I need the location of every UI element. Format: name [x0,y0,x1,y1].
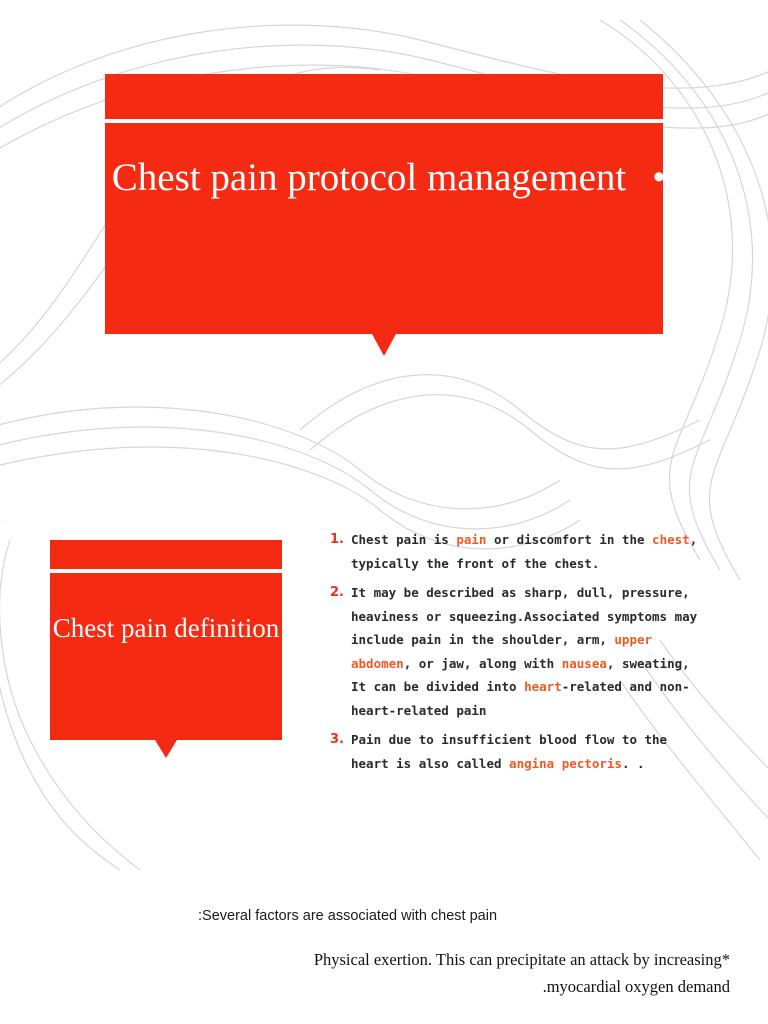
highlighted-term[interactable]: pain [456,532,487,547]
highlighted-term[interactable]: nausea [561,655,607,671]
title-bullet: • [653,158,665,196]
definition-callout-pointer [155,740,177,758]
highlighted-term[interactable]: heart [524,679,562,694]
title-callout-box [105,74,663,334]
highlighted-term[interactable]: angina pectoris [509,755,622,771]
list-item-text: or discomfort in the [486,532,653,547]
title-callout-pointer [372,334,396,356]
list-item-text: -related and non-heart-related pain [351,679,690,718]
list-item-text: It may be described as sharp, dull, pressure, heaviness or squeezing.Associated symptoms may include pain in the shoulder, arm, [351,585,698,647]
list-item-text: , or jaw, along with [403,655,562,671]
definition-box-title: Chest pain definition [52,613,280,643]
highlighted-term[interactable]: upper abdomen [351,632,653,671]
factor-line-1: Physical exertion. This can precipitate an attack by increasing* [313,950,730,969]
list-item-number: 3. [330,732,344,747]
list-item-text: Chest pain is [351,532,457,547]
factors-heading: :Several factors are associated with chest pain [198,908,498,924]
list-item-text: , sweating, It can be divided into [351,655,690,694]
list-item-text: , typically the front of the chest. [351,532,698,571]
definition-box-stripe [50,569,282,573]
list-item [318,528,708,575]
title-box-stripe [105,119,663,123]
list-item [318,581,708,722]
list-item-number: 1. [330,532,344,547]
definition-list [318,528,708,781]
list-item [318,728,708,775]
definition-callout-box [50,540,282,740]
list-item-text: . . [621,755,645,771]
factor-line-2: .myocardial oxygen demand [542,977,730,996]
highlighted-term[interactable]: chest [652,532,690,547]
list-item-number: 2. [330,585,344,600]
list-item-text: Pain due to insufficient blood flow to the heart is also called [351,732,668,771]
slide-title: Chest pain protocol management [111,156,627,199]
